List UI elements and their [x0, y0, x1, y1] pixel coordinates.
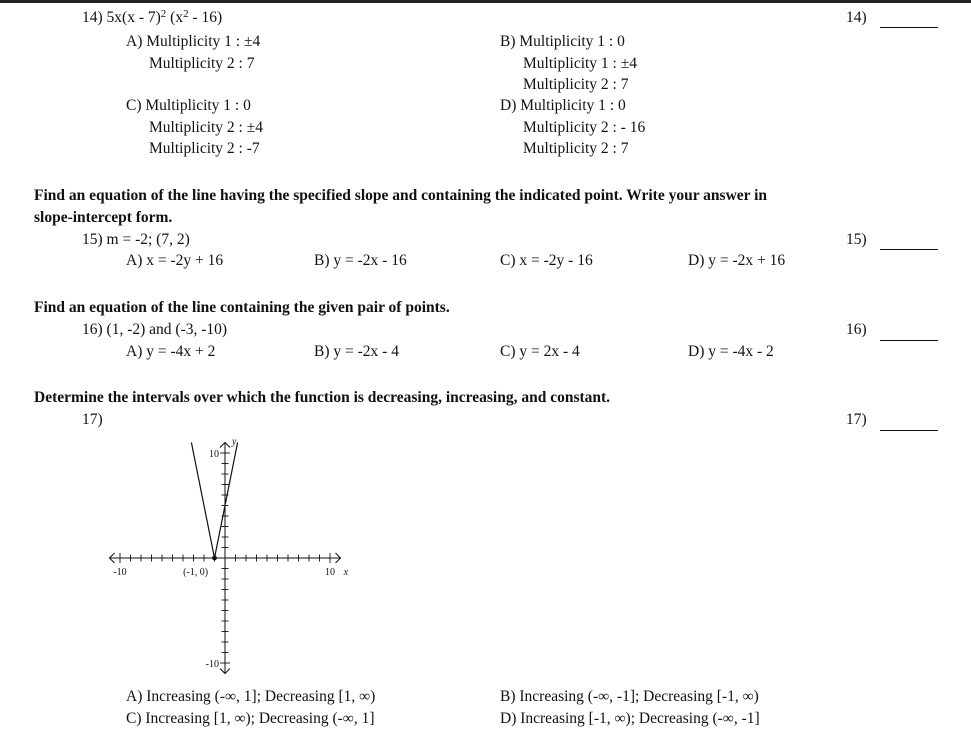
q14-choice-c-line2: Multiplicity 2 : ±4: [149, 119, 263, 136]
q14-choice-d-line3: Multiplicity 2 : 7: [523, 140, 629, 157]
section-15-instruction-line1: Find an equation of the line having the specified slope and containing the indicated point. Write your answer in: [34, 187, 768, 204]
q16-answer-blank: [880, 340, 938, 341]
x-tick-label-neg: -10: [113, 567, 127, 578]
section-15-instruction-line2: slope-intercept form.: [34, 209, 173, 226]
q14-choice-c-line1: C) Multiplicity 1 : 0: [126, 97, 251, 114]
q14-choice-c-line3: Multiplicity 2 : -7: [149, 140, 260, 157]
y-axis-label: y: [232, 436, 237, 448]
q17-choice-d: D) Increasing [-1, ∞); Decreasing (-∞, -1]: [500, 710, 760, 727]
q16-choice-d: D) y = -4x - 2: [688, 343, 774, 360]
q17-choice-a: A) Increasing (-∞, 1]; Decreasing [1, ∞): [126, 688, 376, 705]
q14-choice-d-line2: Multiplicity 2 : - 16: [523, 119, 646, 136]
q15-choice-d: D) y = -2x + 16: [688, 252, 786, 269]
x-tick-label-pos: 10: [325, 567, 335, 578]
x-axis-label: x: [343, 567, 349, 578]
q17-number: 17): [846, 411, 867, 428]
q17-answer-blank: [880, 430, 938, 431]
q15-answer-blank: [880, 249, 938, 250]
section-17-instruction: Determine the intervals over which the function is decreasing, increasing, and constant.: [34, 389, 611, 406]
q15-number: 15): [846, 231, 867, 248]
q16-choice-c: C) y = 2x - 4: [500, 343, 580, 360]
q16-choice-a: A) y = -4x + 2: [126, 343, 216, 360]
q14-choice-a-line1: A) Multiplicity 1 : ±4: [126, 33, 261, 50]
q14-choice-d-line1: D) Multiplicity 1 : 0: [500, 97, 626, 114]
q15-choice-b: B) y = -2x - 16: [314, 252, 407, 269]
section-16-instruction: Find an equation of the line containing the given pair of points.: [34, 299, 450, 316]
q17-choice-b: B) Increasing (-∞, -1]; Decreasing [-1, ∞): [500, 688, 759, 705]
y-tick-label-neg: -10: [205, 659, 219, 670]
q14-choice-a-line2: Multiplicity 2 : 7: [149, 55, 255, 72]
q14-choice-b-line3: Multiplicity 2 : 7: [523, 76, 629, 93]
q14-answer-blank: [880, 27, 938, 28]
q14-number: 14): [846, 9, 867, 26]
q15-choice-c: C) x = -2y - 16: [500, 252, 593, 269]
q15-prompt: 15) m = -2; (7, 2): [82, 231, 190, 248]
top-rule: [0, 0, 971, 3]
graph-axes: [110, 443, 341, 674]
q14-prompt: 14) 5x(x - 7)$^2$ $(x^2 - 16)$: [82, 8, 223, 26]
q16-prompt: 16) (1, -2) and (-3, -10): [82, 321, 228, 338]
vertex-point: [212, 556, 217, 561]
q15-choice-a: A) x = -2y + 16: [126, 252, 224, 269]
q16-number: 16): [846, 321, 867, 338]
q17-choice-c: C) Increasing [1, ∞); Decreasing (-∞, 1]: [126, 710, 375, 727]
q17-graph: [100, 434, 375, 689]
q16-choice-b: B) y = -2x - 4: [314, 343, 399, 360]
q14-choice-b-line1: B) Multiplicity 1 : 0: [500, 33, 625, 50]
q14-choice-b-line2: Multiplicity 1 : ±4: [523, 55, 637, 72]
q17-prompt: 17): [82, 411, 103, 428]
vertex-label: (-1, 0): [183, 567, 209, 578]
y-tick-label-pos: 10: [209, 449, 219, 460]
